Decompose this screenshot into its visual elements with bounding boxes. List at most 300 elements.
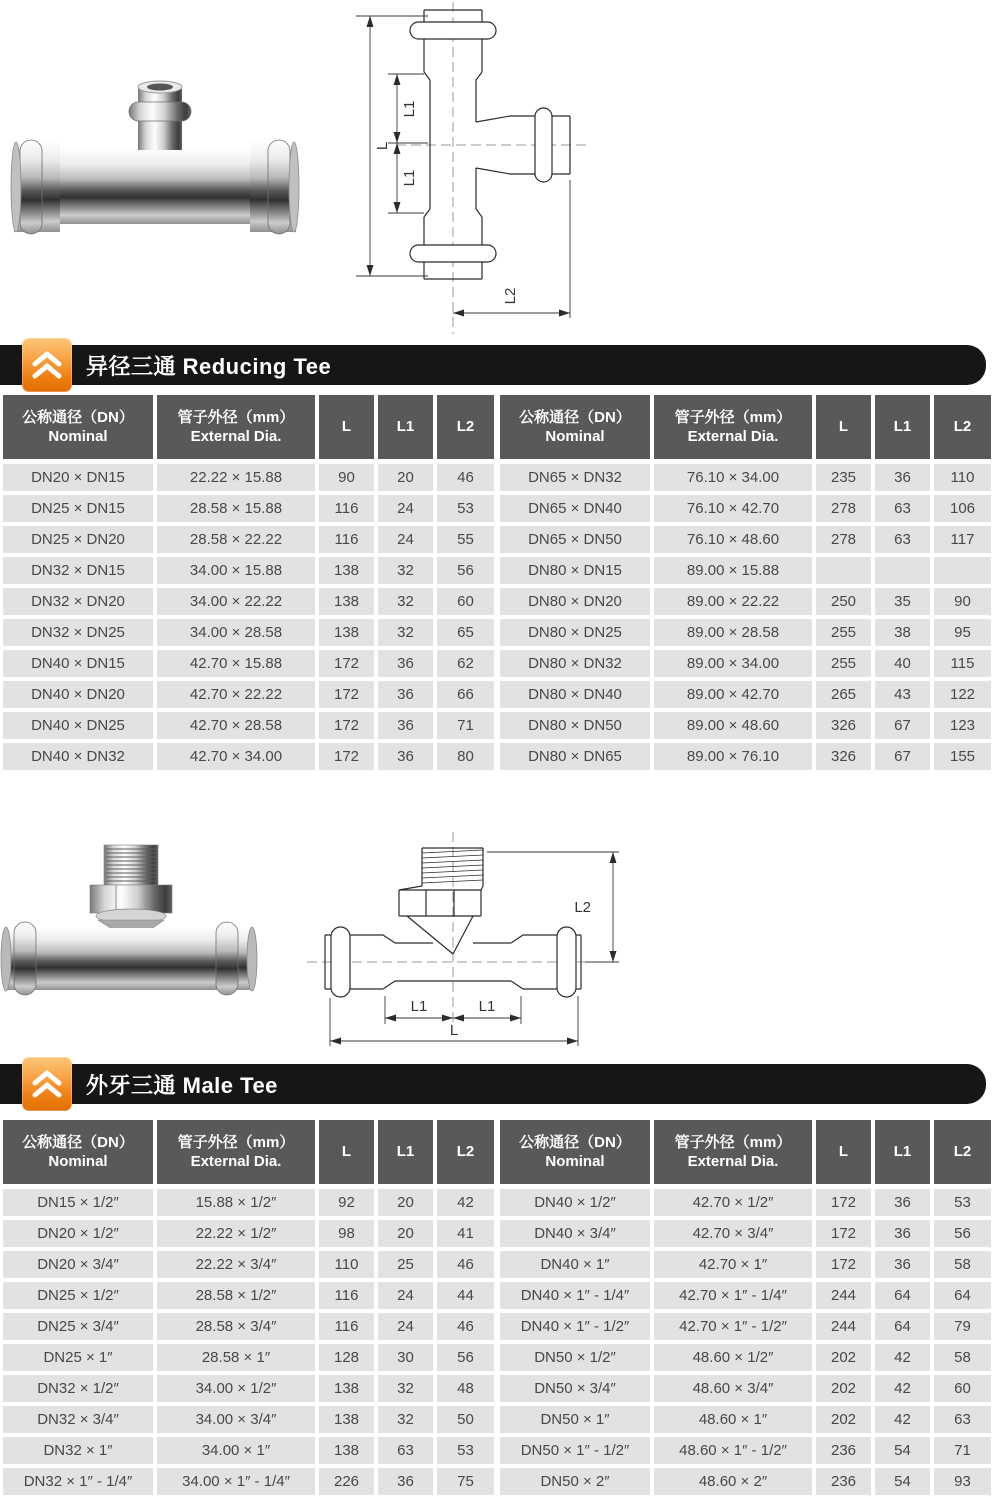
table-cell: 326: [816, 743, 871, 770]
table-cell: 235: [816, 464, 871, 491]
table-cell: 116: [319, 1313, 374, 1340]
table-cell: 50: [437, 1406, 494, 1433]
table-cell: 24: [378, 1313, 433, 1340]
table-row: [500, 526, 991, 553]
col-header-dia-en: External Dia.: [687, 1153, 779, 1170]
table-cell: DN32 × DN25: [3, 619, 153, 646]
reducing-tee-table-left: [3, 395, 494, 774]
dim-label-l: L: [449, 1022, 459, 1039]
table-row: [3, 650, 494, 677]
table-cell: 138: [319, 588, 374, 615]
table-cell: 56: [437, 1344, 494, 1371]
table-cell: 138: [319, 619, 374, 646]
table-cell: 32: [378, 1375, 433, 1402]
table-row: [500, 1437, 991, 1464]
table-cell: DN50 × 1″: [500, 1406, 650, 1433]
table-cell: 28.58 × 22.22: [157, 526, 315, 553]
table-cell: 28.58 × 3/4″: [157, 1313, 315, 1340]
table-cell: 36: [875, 1220, 930, 1247]
table-cell: 128: [319, 1344, 374, 1371]
table-cell: 42.70 × 1/2″: [654, 1189, 812, 1216]
table-cell: 172: [319, 712, 374, 739]
table-row: [3, 681, 494, 708]
table-cell: 63: [875, 526, 930, 553]
table-cell: 89.00 × 28.58: [654, 619, 812, 646]
table-row: [500, 1282, 991, 1309]
table-cell: DN25 × 3/4″: [3, 1313, 153, 1340]
table-cell: 67: [875, 712, 930, 739]
table-cell: 95: [934, 619, 991, 646]
table-row: [500, 743, 991, 770]
table-cell: DN20 × 1/2″: [3, 1220, 153, 1247]
table-row: [3, 1220, 494, 1247]
col-header-l2: L2: [437, 395, 494, 459]
table-cell: 42.70 × 15.88: [157, 650, 315, 677]
table-row: [500, 1189, 991, 1216]
table-row: [3, 1313, 494, 1340]
table-cell: 20: [378, 1189, 433, 1216]
table-cell: 172: [319, 681, 374, 708]
main-body: [11, 140, 299, 234]
table-cell: 32: [378, 1406, 433, 1433]
col-header-l1: L1: [378, 1120, 433, 1184]
table-row: [3, 1344, 494, 1371]
table-cell: 63: [378, 1437, 433, 1464]
table-cell: 115: [934, 650, 991, 677]
table-cell: DN40 × 3/4″: [500, 1220, 650, 1247]
col-header-l2: L2: [437, 1120, 494, 1184]
table-cell: 48.60 × 2″: [654, 1468, 812, 1495]
col-header-nominal-en: Nominal: [48, 1153, 108, 1170]
table-cell: 80: [437, 743, 494, 770]
table-row: [500, 1313, 991, 1340]
dim-label-l1: L1: [410, 998, 428, 1015]
table-cell: 54: [875, 1468, 930, 1495]
table-cell: 44: [437, 1282, 494, 1309]
table-cell: DN32 × DN20: [3, 588, 153, 615]
table-cell: 38: [875, 619, 930, 646]
table-row: [500, 619, 991, 646]
table-row: [3, 743, 494, 770]
table-cell: 138: [319, 1375, 374, 1402]
table-cell: 24: [378, 495, 433, 522]
col-header-nominal-zh: 公称通径（DN）: [519, 1133, 631, 1151]
table-cell: DN20 × 3/4″: [3, 1251, 153, 1278]
table-row: [500, 1375, 991, 1402]
male-tee-table-left: [3, 1120, 494, 1499]
table-cell: 20: [378, 464, 433, 491]
table-cell: 58: [934, 1344, 991, 1371]
table-row: [500, 1220, 991, 1247]
table-cell: 236: [816, 1437, 871, 1464]
table-cell: DN65 × DN40: [500, 495, 650, 522]
double-chevron-up-icon: [22, 338, 72, 392]
col-header-dia-zh: 管子外径（mm）: [674, 408, 792, 426]
table-cell: 22.22 × 1/2″: [157, 1220, 315, 1247]
table-cell: 58: [934, 1251, 991, 1278]
table-cell: 42.70 × 34.00: [157, 743, 315, 770]
table-cell: 42.70 × 22.22: [157, 681, 315, 708]
table-cell: 172: [319, 650, 374, 677]
table-cell: DN40 × 1″ - 1/2″: [500, 1313, 650, 1340]
table-cell: 53: [437, 1437, 494, 1464]
table-cell: 46: [437, 1313, 494, 1340]
col-header-nominal: [500, 395, 650, 459]
table-cell: DN40 × 1/2″: [500, 1189, 650, 1216]
table-cell: 42.70 × 1″: [654, 1251, 812, 1278]
table-cell: 236: [816, 1468, 871, 1495]
table-cell: 42.70 × 1″ - 1/4″: [654, 1282, 812, 1309]
table-cell: DN40 × DN20: [3, 681, 153, 708]
table-row: [500, 1251, 991, 1278]
table-cell: 71: [934, 1437, 991, 1464]
male-thread-branch: [90, 845, 172, 942]
col-header-nominal: [3, 395, 153, 459]
table-cell: 106: [934, 495, 991, 522]
col-header-nominal: [3, 1120, 153, 1184]
section-title-male-tee: 外牙三通 Male Tee: [86, 1072, 278, 1098]
table-cell: 110: [934, 464, 991, 491]
table-cell: 89.00 × 42.70: [654, 681, 812, 708]
table-cell: 15.88 × 1/2″: [157, 1189, 315, 1216]
table-cell: 172: [816, 1189, 871, 1216]
col-header-external-dia: [157, 1120, 315, 1184]
table-row: [3, 588, 494, 615]
table-row: [500, 495, 991, 522]
table-row: [3, 712, 494, 739]
table-cell: 36: [875, 464, 930, 491]
reducing-tee-photo: [10, 72, 300, 240]
table-cell: 64: [875, 1282, 930, 1309]
table-cell: 89.00 × 48.60: [654, 712, 812, 739]
col-header-l1: L1: [875, 1120, 930, 1184]
table-cell: DN32 × 1/2″: [3, 1375, 153, 1402]
table-row: [3, 1437, 494, 1464]
table-cell: DN32 × 1″: [3, 1437, 153, 1464]
table-cell: 32: [378, 557, 433, 584]
section-header-male-tee: [0, 1064, 986, 1104]
table-cell: 202: [816, 1406, 871, 1433]
col-header-external-dia: [157, 395, 315, 459]
table-cell: 55: [437, 526, 494, 553]
col-header-dia-en: External Dia.: [190, 1153, 282, 1170]
table-cell: 34.00 × 1″ - 1/4″: [157, 1468, 315, 1495]
table-cell: 42: [875, 1344, 930, 1371]
table-row: [3, 1251, 494, 1278]
table-cell: 138: [319, 1437, 374, 1464]
col-header-external-dia: [654, 395, 812, 459]
table-cell: 155: [934, 743, 991, 770]
table-cell: 28.58 × 1″: [157, 1344, 315, 1371]
table-cell: DN50 × 1/2″: [500, 1344, 650, 1371]
table-row: [3, 1189, 494, 1216]
centerlines: [396, 2, 590, 334]
table-cell: DN65 × DN32: [500, 464, 650, 491]
table-cell: DN50 × 3/4″: [500, 1375, 650, 1402]
table-row: [500, 1406, 991, 1433]
table-cell: 56: [934, 1220, 991, 1247]
table-cell: 116: [319, 526, 374, 553]
col-header-nominal-zh: 公称通径（DN）: [22, 408, 134, 426]
dim-label-l1: L1: [401, 169, 418, 187]
table-cell: DN80 × DN25: [500, 619, 650, 646]
table-cell: 42.70 × 1″ - 1/2″: [654, 1313, 812, 1340]
table-cell: [816, 557, 871, 584]
table-cell: DN25 × DN20: [3, 526, 153, 553]
male-tee-table: [3, 1120, 991, 1499]
table-cell: 60: [437, 588, 494, 615]
table-cell: 41: [437, 1220, 494, 1247]
table-cell: 250: [816, 588, 871, 615]
table-cell: DN80 × DN65: [500, 743, 650, 770]
table-row: [3, 464, 494, 491]
table-cell: 48.60 × 1/2″: [654, 1344, 812, 1371]
table-cell: 138: [319, 557, 374, 584]
table-cell: 89.00 × 15.88: [654, 557, 812, 584]
table-cell: DN40 × 1″: [500, 1251, 650, 1278]
table-body: [3, 1189, 494, 1499]
table-cell: 123: [934, 712, 991, 739]
table-cell: 64: [934, 1282, 991, 1309]
table-cell: 93: [934, 1468, 991, 1495]
table-cell: 36: [378, 681, 433, 708]
dim-label-l2: L2: [574, 899, 591, 916]
table-cell: 138: [319, 1406, 374, 1433]
double-chevron-up-icon: [22, 1057, 72, 1111]
table-cell: 36: [875, 1251, 930, 1278]
table-cell: [875, 557, 930, 584]
reducing-tee-table-right: [500, 395, 991, 774]
table-row: [500, 681, 991, 708]
table-cell: 98: [319, 1220, 374, 1247]
table-cell: DN80 × DN20: [500, 588, 650, 615]
dim-label-l1: L1: [478, 998, 496, 1015]
table-cell: 28.58 × 15.88: [157, 495, 315, 522]
table-cell: 22.22 × 3/4″: [157, 1251, 315, 1278]
col-header-l1: L1: [378, 395, 433, 459]
table-cell: 255: [816, 650, 871, 677]
table-cell: 65: [437, 619, 494, 646]
table-cell: 172: [816, 1251, 871, 1278]
table-body: [3, 464, 494, 774]
col-header-nominal-en: Nominal: [545, 1153, 605, 1170]
table-cell: 202: [816, 1344, 871, 1371]
table-cell: DN40 × DN15: [3, 650, 153, 677]
table-header-row: [3, 395, 494, 459]
table-row: [500, 588, 991, 615]
table-cell: 34.00 × 1/2″: [157, 1375, 315, 1402]
table-cell: 172: [816, 1220, 871, 1247]
table-cell: DN40 × 1″ - 1/4″: [500, 1282, 650, 1309]
table-row: [3, 619, 494, 646]
table-row: [500, 464, 991, 491]
table-cell: 244: [816, 1282, 871, 1309]
col-header-nominal-en: Nominal: [48, 428, 108, 445]
table-cell: 110: [319, 1251, 374, 1278]
col-header-dia-zh: 管子外径（mm）: [177, 408, 295, 426]
table-cell: DN80 × DN40: [500, 681, 650, 708]
table-cell: 67: [875, 743, 930, 770]
table-row: [3, 1468, 494, 1495]
col-header-l: L: [816, 1120, 871, 1184]
table-cell: 36: [378, 712, 433, 739]
table-cell: 34.00 × 3/4″: [157, 1406, 315, 1433]
table-cell: 202: [816, 1375, 871, 1402]
table-cell: 30: [378, 1344, 433, 1371]
table-cell: DN25 × DN15: [3, 495, 153, 522]
table-cell: DN80 × DN50: [500, 712, 650, 739]
col-header-dia-zh: 管子外径（mm）: [674, 1133, 792, 1151]
table-cell: 28.58 × 1/2″: [157, 1282, 315, 1309]
table-cell: 34.00 × 15.88: [157, 557, 315, 584]
table-cell: 71: [437, 712, 494, 739]
table-cell: DN80 × DN15: [500, 557, 650, 584]
table-cell: 90: [934, 588, 991, 615]
table-row: [500, 650, 991, 677]
table-cell: 255: [816, 619, 871, 646]
table-cell: 172: [319, 743, 374, 770]
table-cell: 76.10 × 34.00: [654, 464, 812, 491]
table-cell: 42: [437, 1189, 494, 1216]
table-body: [500, 464, 991, 774]
table-cell: 122: [934, 681, 991, 708]
table-cell: 226: [319, 1468, 374, 1495]
table-cell: 48.60 × 1″: [654, 1406, 812, 1433]
table-cell: 43: [875, 681, 930, 708]
table-cell: 48.60 × 1″ - 1/2″: [654, 1437, 812, 1464]
main-body: [1, 922, 257, 995]
table-cell: 278: [816, 495, 871, 522]
dim-label-l1: L1: [401, 100, 418, 118]
table-cell: 53: [437, 495, 494, 522]
table-cell: 62: [437, 650, 494, 677]
table-cell: DN32 × 3/4″: [3, 1406, 153, 1433]
table-cell: 63: [934, 1406, 991, 1433]
table-row: [500, 712, 991, 739]
table-cell: 89.00 × 22.22: [654, 588, 812, 615]
table-cell: DN50 × 2″: [500, 1468, 650, 1495]
table-header-row: [500, 395, 991, 459]
col-header-l: L: [319, 1120, 374, 1184]
table-cell: 244: [816, 1313, 871, 1340]
table-cell: DN25 × 1/2″: [3, 1282, 153, 1309]
table-row: [3, 557, 494, 584]
col-header-nominal: [500, 1120, 650, 1184]
table-header-row: [500, 1120, 991, 1184]
dim-label-l2: L2: [502, 287, 519, 305]
table-cell: 54: [875, 1437, 930, 1464]
table-cell: 35: [875, 588, 930, 615]
table-cell: 42.70 × 3/4″: [654, 1220, 812, 1247]
table-cell: 117: [934, 526, 991, 553]
table-row: [500, 1468, 991, 1495]
table-cell: 89.00 × 76.10: [654, 743, 812, 770]
male-tee-drawing: [295, 828, 657, 1060]
col-header-l: L: [816, 395, 871, 459]
table-cell: 48.60 × 3/4″: [654, 1375, 812, 1402]
table-cell: 90: [319, 464, 374, 491]
section-title-reducing-tee: 异径三通 Reducing Tee: [86, 353, 332, 379]
col-header-l2: L2: [934, 1120, 991, 1184]
table-cell: 76.10 × 42.70: [654, 495, 812, 522]
table-cell: 25: [378, 1251, 433, 1278]
table-cell: 265: [816, 681, 871, 708]
table-cell: 36: [378, 743, 433, 770]
col-header-nominal-zh: 公称通径（DN）: [519, 408, 631, 426]
col-header-dia-en: External Dia.: [190, 428, 282, 445]
table-cell: 20: [378, 1220, 433, 1247]
table-cell: DN15 × 1/2″: [3, 1189, 153, 1216]
table-cell: 34.00 × 28.58: [157, 619, 315, 646]
col-header-nominal-zh: 公称通径（DN）: [22, 1133, 134, 1151]
table-row: [500, 1344, 991, 1371]
table-cell: DN25 × 1″: [3, 1344, 153, 1371]
table-row: [500, 557, 991, 584]
table-row: [3, 1406, 494, 1433]
table-cell: 22.22 × 15.88: [157, 464, 315, 491]
table-cell: DN40 × DN25: [3, 712, 153, 739]
table-cell: [934, 557, 991, 584]
table-cell: 60: [934, 1375, 991, 1402]
table-row: [3, 526, 494, 553]
table-cell: 56: [437, 557, 494, 584]
table-cell: DN40 × DN32: [3, 743, 153, 770]
table-cell: 116: [319, 495, 374, 522]
table-cell: 116: [319, 1282, 374, 1309]
table-cell: 42: [875, 1406, 930, 1433]
table-cell: 79: [934, 1313, 991, 1340]
table-row: [3, 495, 494, 522]
table-cell: 92: [319, 1189, 374, 1216]
table-cell: 64: [875, 1313, 930, 1340]
table-cell: 42: [875, 1375, 930, 1402]
table-cell: 278: [816, 526, 871, 553]
table-cell: 36: [378, 650, 433, 677]
table-cell: DN32 × 1″ - 1/4″: [3, 1468, 153, 1495]
table-cell: 76.10 × 48.60: [654, 526, 812, 553]
table-cell: 75: [437, 1468, 494, 1495]
table-cell: 42.70 × 28.58: [157, 712, 315, 739]
table-cell: 46: [437, 1251, 494, 1278]
col-header-l1: L1: [875, 395, 930, 459]
table-cell: 48: [437, 1375, 494, 1402]
dim-label-l: L: [374, 141, 391, 151]
table-row: [3, 1375, 494, 1402]
table-cell: DN50 × 1″ - 1/2″: [500, 1437, 650, 1464]
table-cell: 32: [378, 588, 433, 615]
table-cell: 46: [437, 464, 494, 491]
male-tee-photo: [0, 840, 262, 998]
col-header-dia-en: External Dia.: [687, 428, 779, 445]
table-cell: 32: [378, 619, 433, 646]
table-cell: DN65 × DN50: [500, 526, 650, 553]
branch-socket: [129, 81, 191, 152]
table-cell: 36: [875, 1189, 930, 1216]
dimension-labels: [374, 101, 519, 305]
table-cell: 24: [378, 1282, 433, 1309]
table-cell: 34.00 × 22.22: [157, 588, 315, 615]
table-cell: 24: [378, 526, 433, 553]
table-cell: 40: [875, 650, 930, 677]
col-header-nominal-en: Nominal: [545, 428, 605, 445]
col-header-l2: L2: [934, 395, 991, 459]
reducing-tee-table: [3, 395, 991, 774]
table-cell: 53: [934, 1189, 991, 1216]
male-tee-table-right: [500, 1120, 991, 1499]
table-body: [500, 1189, 991, 1499]
table-cell: 89.00 × 34.00: [654, 650, 812, 677]
col-header-dia-zh: 管子外径（mm）: [177, 1133, 295, 1151]
